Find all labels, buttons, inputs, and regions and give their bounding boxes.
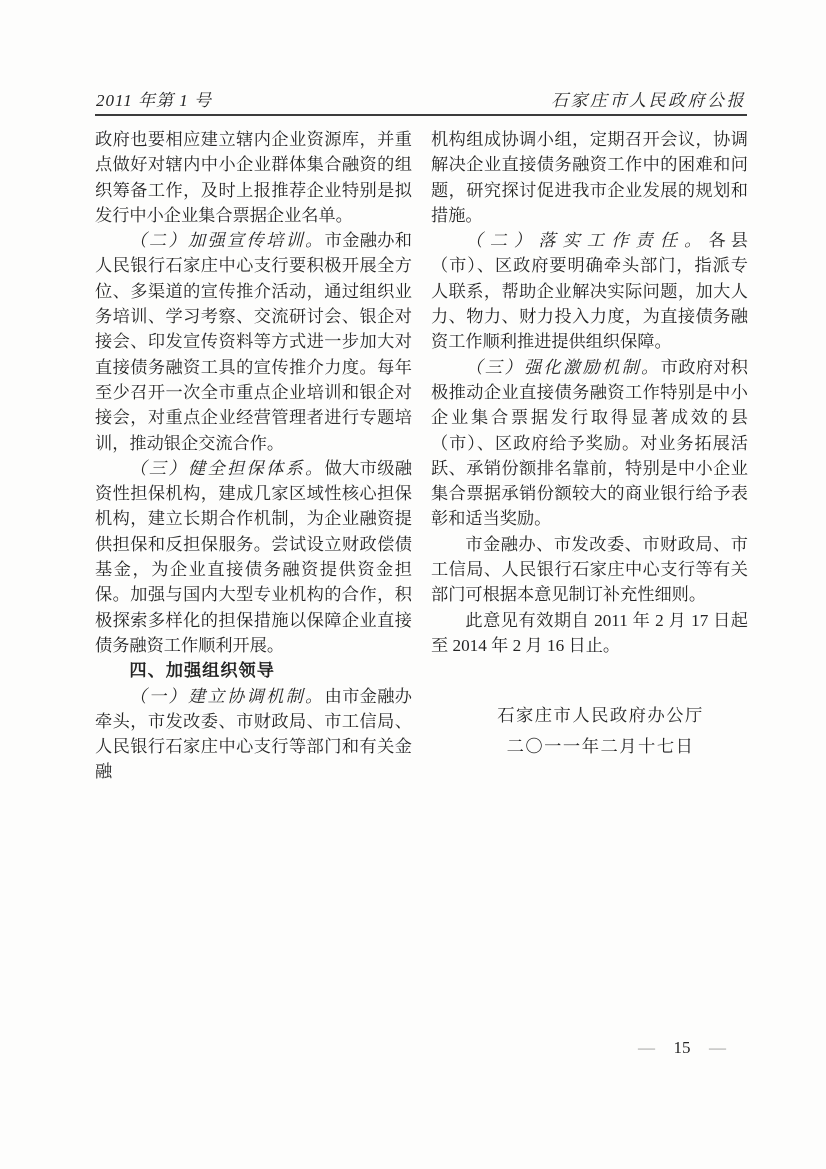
item-lead-text: （二）落实工作责任。 [465, 231, 709, 251]
body-text: 市政府对积极推动企业直接债务融资工作特别是中小企业集合票据发行取得显著成效的县（市）、区政府给予奖励。对业务拓展活跃、承销份额排名靠前，特别是中小企业集合票据承销份额较大的商业银行给予表彰和适当奖励。 [431, 357, 748, 529]
body-text: 政府也要相应建立辖内企业资源库，并重点做好对辖内中小企业群体集合融资的组织筹备工作，及时上报推荐企业特别是拟发行中小企业集合票据企业名单。 [95, 130, 412, 225]
body-text: 机构组成协调小组，定期召开会议，协调解决企业直接债务融资工作中的困难和问题，研究探讨促进我市企业发展的规划和措施。 [431, 130, 748, 225]
paragraph [431, 228, 748, 354]
body-text: 市金融办和人民银行石家庄中心支行要积极开展全方位、多渠道的宣传推介活动，通过组织业务培训、学习考察、交流研讨会、银企对接会、印发宣传资料等方式进一步加大对直接债务融资工具的宣传推介力度。每年至少召开一次全市重点企业培训和银企对接会，对重点企业经营管理者进行专题培训，推动银企交流合作。 [95, 231, 412, 453]
item-lead-text: （三）健全担保体系。 [129, 458, 325, 478]
paragraph [431, 355, 748, 532]
paragraph [95, 684, 412, 785]
body-text: 市金融办、市发改委、市财政局、市工信局、人民银行石家庄中心支行等有关部门可根据本意见制订补充性细则。 [431, 534, 748, 605]
paragraph [431, 608, 748, 659]
page-number-value: 15 [673, 1038, 691, 1057]
paragraph [95, 127, 412, 228]
page-number [638, 1038, 726, 1058]
body-text: 由市金融办牵头，市发改委、市财政局、市工信局、人民银行石家庄中心支行等部门和有关金融 [95, 686, 412, 782]
paragraph [95, 456, 412, 658]
paragraph [431, 127, 748, 228]
page-number-dash-left: — [638, 1038, 655, 1057]
body-text: 四、加强组织领导 [129, 660, 275, 681]
header-rule [95, 114, 747, 116]
paragraph [431, 532, 748, 608]
body-text: 各县（市）、区政府要明确牵头部门，指派专人联系，帮助企业解决实际问题，加大人力、物力、财力投入力度，为直接债务融资工作顺利推进提供组织保障。 [431, 231, 748, 352]
page-header [96, 86, 746, 111]
signature-date: 二〇一一年二月十七日 [506, 737, 695, 756]
body-text: 做大市级融资性担保机构，建成几家区域性核心担保机构，建立长期合作机制，为企业融资提供担保和反担保服务。尝试设立财政偿债基金，为企业直接债务融资提供资金担保。加强与国内大型专业机构的合作，积极探索多样化的担保措施以保障企业直接债务融资工作顺利开展。 [95, 458, 412, 655]
item-lead-text: （三）强化激励机制。 [465, 357, 661, 377]
signature-org: 石家庄市人民政府办公厅 [497, 706, 704, 725]
left-column [95, 127, 412, 785]
item-lead-text: （二）加强宣传培训。 [129, 231, 325, 251]
section-heading [95, 658, 412, 683]
issue-number: 2011 年第 1 号 [96, 91, 212, 110]
signature-block [431, 700, 748, 762]
paragraph [95, 228, 412, 456]
item-lead-text: （一）建立协调机制。 [129, 686, 325, 706]
body-text: 此意见有效期自 2011 年 2 月 17 日起至 2014 年 2 月 16 日止。 [431, 610, 748, 655]
page-number-dash-right: — [709, 1038, 726, 1057]
right-column [431, 127, 748, 658]
publication-title: 石家庄市人民政府公报 [551, 91, 746, 110]
